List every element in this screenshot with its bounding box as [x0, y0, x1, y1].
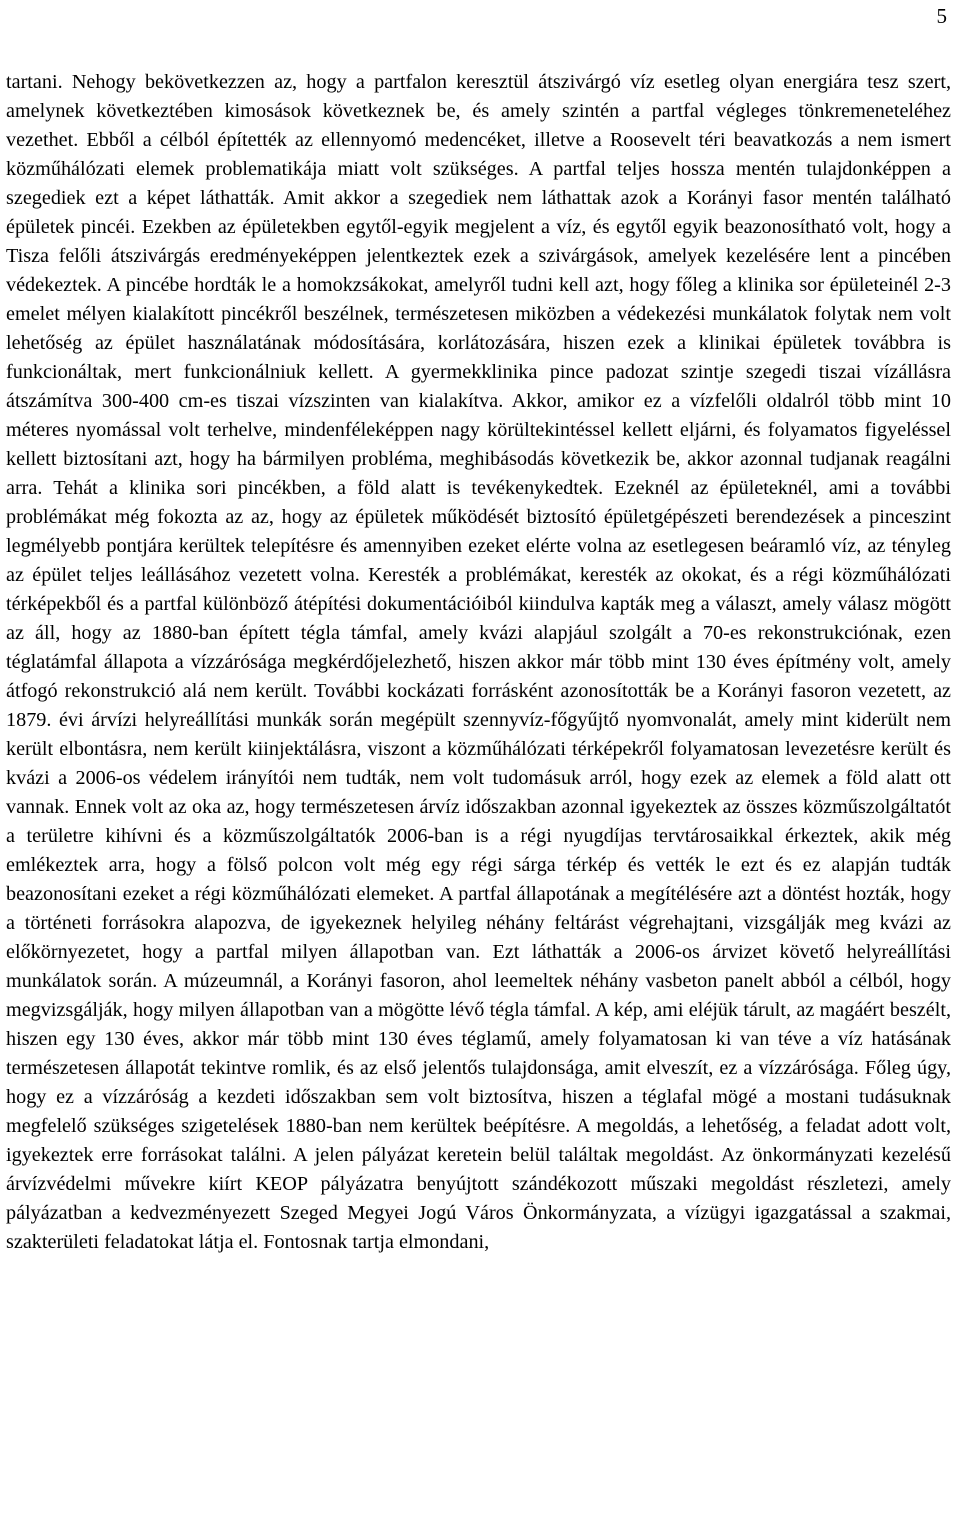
body-paragraph: tartani. Nehogy bekövetkezzen az, hogy a partfalon keresztül átszivárgó víz esetleg olyan energiára tesz szert, amelynek következtében kimosások következnek be, és amely szintén a partfal végleges tönkremeneteléhez vezethet. Ebből a célból építették az ellennyomó medencéket, illetve a Roosevelt téri beavatkozás a nem ismert közműhálózati elemek problematikája miatt volt szükséges. A partfal teljes hossza mentén tulajdonképpen a szegediek ezt a képet láthatták. Amit akkor a szegediek nem láthattak azok a Korányi fasor mentén található épületek pincéi. Ezekben az épületekben egytől-egyik megjelent a víz, és egytől egyik beazonosítható volt, hogy a Tisza felőli átszivárgás eredményeképpen jelentkeztek ezek a szivárgások, amelyek kezelésére lent a pincében védekeztek. A pincébe hordták le a homokzsákokat, amelyről tudni kell azt, hogy főleg a klinika sor épületeinél 2-3 emelet mélyen kialakított pincékről beszélnek, természetesen miközben a védekezési munkálatok folytak nem volt lehetőség az épület használatának módosítására, korlátozására, hiszen ezek a klinikai épületek továbbra is funkcionáltak, mert funkcionálniuk kellett. A gyermekklinika pince padozat szintje szegedi tiszai vízállásra átszámítva 300-400 cm-es tiszai vízszinten van kialakítva. Akkor, amikor ez a vízfelőli oldalról több mint 10 méteres nyomással volt terhelve, mindenféleképpen nagy körültekintéssel kellett eljárni, és folyamatos figyeléssel kellett biztosítani azt, hogy ha bármilyen probléma, meghibásodás következik be, akkor azonnal tudjanak reagálni arra. Tehát a klinika sori pincékben, a föld alatt is tevékenykedtek. Ezeknél az épületeknél, ami a további problémákat még fokozta az az, hogy az épületek működését biztosító épületgépészeti berendezések a pinceszint legmélyebb pontjára kerültek telepítésre és amennyiben ezeket elérte volna az esetlegesen beáramló víz, az tényleg az épület teljes leállásához vezetett volna. Keresték a problémákat, keresték az okokat, és a régi közműhálózati térképekből és a partfal különböző átépítési dokumentációiból kiindulva kapták meg a választ, amely válasz mögött az áll, hogy az 1880-ban épített tégla támfal, amely kvázi alapjául szolgált a 70-es rekonstrukciónak, ezen téglatámfal állapota a vízzárósága megkérdőjelezhető, hiszen akkor már több mint 130 éves építmény volt, amely átfogó rekonstrukció alá nem került. További kockázati forrásként azonosították be a Korányi fasoron vezetett, az 1879. évi árvízi helyreállítási munkák során megépült szennyvíz-főgyűjtő nyomvonalát, amely mint kiderült nem került elbontásra, nem került kiinjektálásra, viszont a közműhálózati térképekről folyamatosan levezetésre került és kvázi a 2006-os védelem irányítói nem tudták, nem volt tudomásuk arról, hogy ezek az elemek a föld alatt ott vannak. Ennek volt az oka az, hogy természetesen árvíz időszakban azonnal igyekeztek az összes közműszolgáltatót a területre kihívni és a közműszolgáltatók 2006-ban is a régi nyugdíjas tervtárosaikkal érkeztek, akik még emlékeztek arra, hogy a fölső polcon volt még egy régi sárga térkép és vették le ezt és ez alapján tudták beazonosítani ezeket a régi közműhálózati elemeket. A partfal állapotának a megítélésére azt a döntést hozták, hogy a történeti forrásokra alapozva, de igyekeznek helyileg néhány feltárást végrehajtani, vizsgálják meg kvázi az előkörnyezetet, hogy a partfal milyen állapotban van. Ezt láthatták a 2006-os árvizet követő helyreállítási munkálatok során. A múzeumnál, a Korányi fasoron, ahol leemeltek néhány vasbeton panelt abból a célból, hogy megvizsgálják, hogy milyen állapotban van a mögötte lévő tégla támfal. A kép, ami eléjük tárult, az magáért beszélt, hiszen egy 130 éves, akkor már több mint 130 éves téglamű, amely folyamatosan ki van téve a víz hatásának természetesen állapotát tekintve romlik, és az első jelentős tulajdonsága, amit elveszít, ez a vízzárósága. Főleg úgy, hogy ez a vízzáróság a kezdeti időszakban sem volt biztosítva, hiszen a téglafal mögé a mostani tudásuknak megfelelő szükséges szigetelések 1880-ban nem kerültek beépítésre. A megoldás, a lehetőség, a feladat adott volt, igyekeztek erre forrásokat találni. A jelen pályázat keretein belül találtak megoldást. Az önkormányzati kezelésű árvízvédelmi művekre kiírt KEOP pályázatra benyújtott szándékozott műszaki megoldást részletezi, amely pályázatban a kedvezményezett Szeged Megyei Jogú Város Önkormányzata, a vízügyi igazgatással a szakmai, szakterületi feladatokat látja el. Fontosnak tartja elmondani,: [6, 71, 951, 1253]
page-number: 5: [936, 4, 947, 28]
